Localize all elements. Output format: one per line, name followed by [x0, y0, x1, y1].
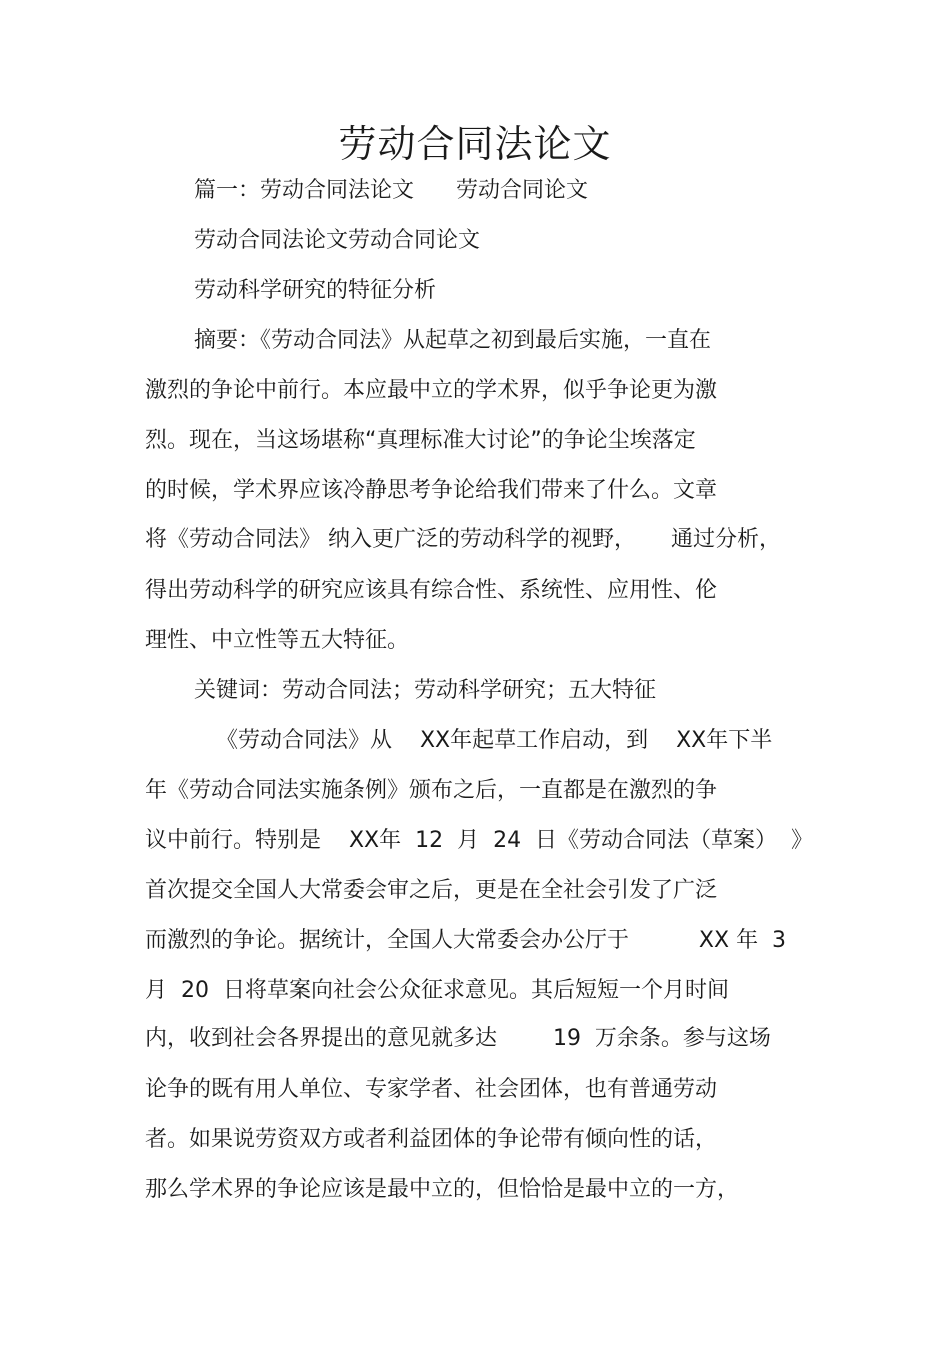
text-line: 月 20 日将草案向社会公众征求意见。其后短短一个月时间	[145, 978, 729, 1003]
text-line: 劳动合同法论文劳动合同论文	[194, 228, 481, 253]
text-line: 而激烈的争论。据统计，全国人大常委会办公厅于 XX 年 3	[145, 928, 787, 953]
text-line: 激烈的争论中前行。本应最中立的学术界，似乎争论更为激	[145, 378, 718, 403]
text-line: 将《劳动合同法》 纳入更广泛的劳动科学的视野， 通过分析，	[145, 527, 781, 552]
text-line: 内，收到社会各界提出的意见就多达 19 万余条。参与这场	[145, 1026, 771, 1051]
text-line: 《劳动合同法》从 XX年起草工作启动，到 XX年下半	[216, 728, 773, 753]
text-line: 首次提交全国人大常委会审之后，更是在全社会引发了广泛	[145, 878, 718, 903]
document-title: 劳动合同法论文	[338, 122, 612, 166]
text-line: 摘要：《劳动合同法》从起草之初到最后实施，一直在	[194, 328, 712, 353]
text-line: 那么学术界的争论应该是最中立的，但恰恰是最中立的一方，	[145, 1177, 740, 1202]
text-line: 论争的既有用人单位、专家学者、社会团体，也有普通劳动	[145, 1077, 718, 1102]
text-line: 者。如果说劳资双方或者利益团体的争论带有倾向性的话，	[145, 1127, 718, 1152]
text-line: 年《劳动合同法实施条例》颁布之后，一直都是在激烈的争	[145, 778, 718, 803]
text-line: 理性、中立性等五大特征。	[145, 628, 410, 653]
text-line: 烈。现在，当这场堪称“真理标准大讨论”的争论尘埃落定	[145, 428, 696, 453]
text-line: 的时候，学术界应该冷静思考争论给我们带来了什么。文章	[145, 478, 718, 503]
text-line: 篇一：劳动合同法论文 劳动合同论文	[194, 178, 588, 203]
text-line: 关键词：劳动合同法；劳动科学研究；五大特征	[194, 678, 657, 703]
text-line: 议中前行。特别是 XX年 12 月 24 日《劳动合同法（草案） 》	[145, 828, 814, 853]
text-line: 劳动科学研究的特征分析	[194, 278, 437, 303]
text-line: 得出劳动科学的研究应该具有综合性、系统性、应用性、伦	[145, 578, 718, 603]
